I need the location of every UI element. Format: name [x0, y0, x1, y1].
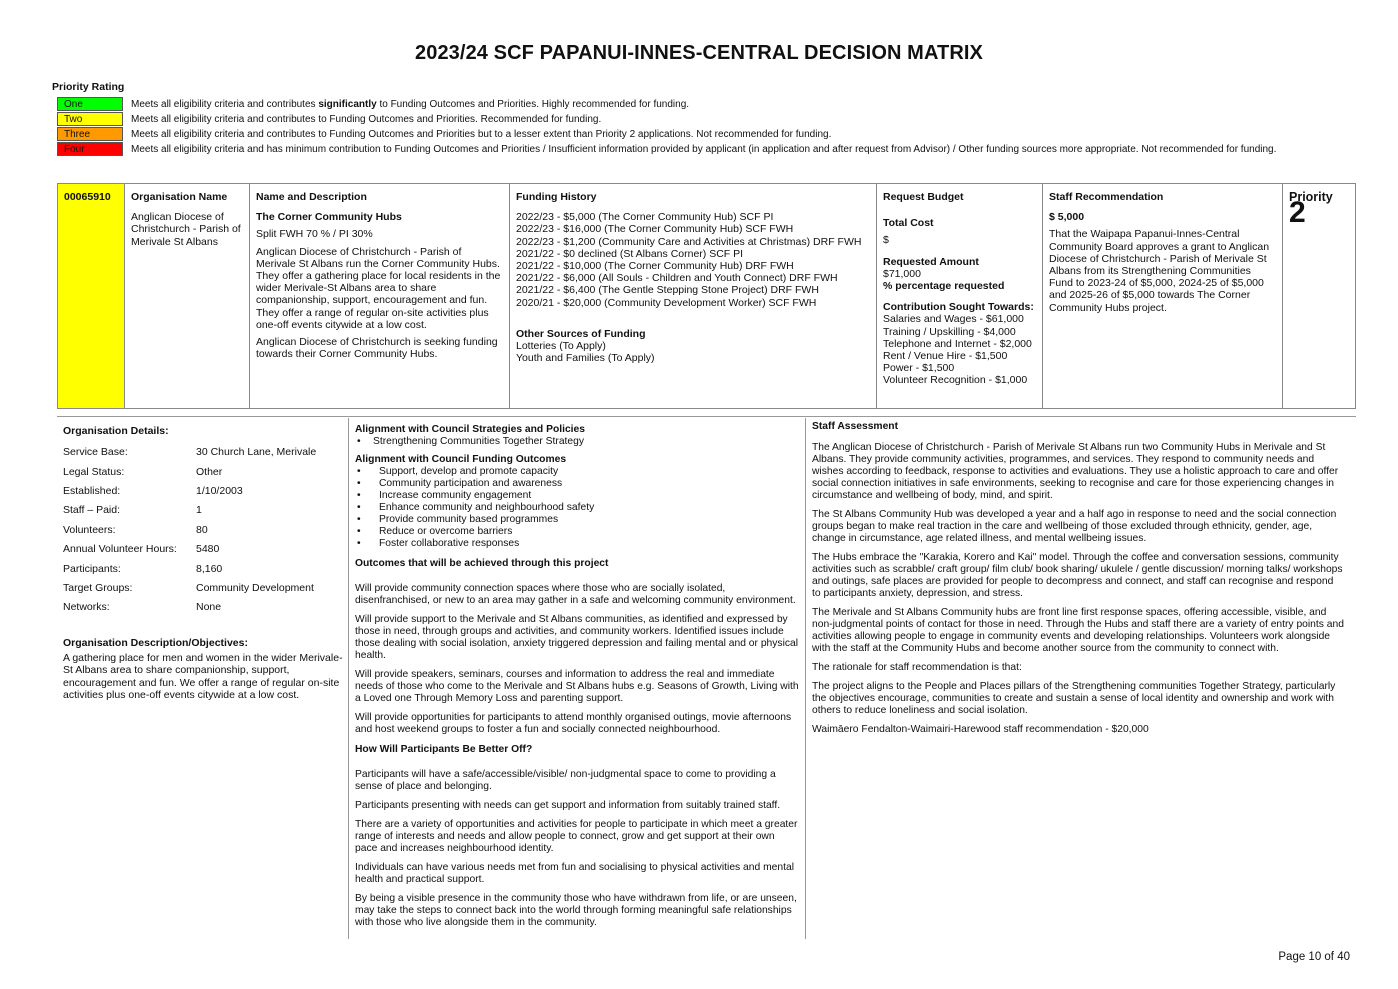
org-details-heading: Organisation Details: — [63, 425, 169, 437]
org-detail-value: 8,160 — [196, 562, 223, 575]
priority-rating-legend — [57, 97, 1317, 157]
funding-history-item: 2021/22 - $6,400 (The Gentle Stepping Stone Project) DRF FWH — [516, 284, 819, 297]
org-detail-label: Volunteers: — [63, 523, 116, 536]
priority-legend-row — [57, 97, 1317, 111]
contribution-label: Contribution Sought Towards: — [883, 301, 1034, 314]
outcomes-heading: Alignment with Council Funding Outcomes — [355, 454, 567, 465]
org-detail-value: 5480 — [196, 543, 220, 556]
name-description-cell — [250, 184, 510, 408]
org-detail-value: 1/10/2003 — [196, 485, 243, 498]
better-off-paragraph: There are a variety of opportunities and activities for people to participate in which meet a greater range of interests and needs and allow people to connect, grow and get support at their own pace and increases neighbourhood identity. — [355, 819, 798, 854]
funding-history-item: 2022/23 - $16,000 (The Corner Community Hub) SCF FWH — [516, 223, 794, 236]
funding-history-item: 2021/22 - $6,000 (All Souls - Children and Youth Connect) DRF FWH — [516, 272, 838, 285]
priority-description-one — [123, 97, 689, 111]
staff-rec-header: Staff Recommendation — [1049, 191, 1164, 203]
contribution-item: Salaries and Wages - $61,000 — [883, 313, 1024, 326]
org-description-heading: Organisation Description/Objectives: — [63, 636, 248, 649]
priority-text-part: Meets all eligibility criteria and contributes — [131, 99, 319, 110]
achieved-paragraph: Will provide opportunities for participants to attend monthly organised outings, movie afternoons and host weekend groups to foster a fun and socially connected neighbourhood. — [355, 712, 792, 735]
outcome-item: • Enhance community and neighbourhood safety — [379, 502, 799, 514]
assessment-paragraph: The Merivale and St Albans Community hubs are front line first response spaces, offering accessible, visible, and non-judgmental points of contact for those in need. Through the Hubs and staff there are a variety of entry points and activities allowing people to engage in community events and developing relationships. Volunteers work alongside with the staff at the Community Hubs and become another source from the community to connect with. — [812, 607, 1344, 654]
request-budget-cell — [877, 184, 1043, 408]
funding-split: Split FWH 70 % / PI 30% — [256, 228, 373, 241]
priority-text-part: to Funding Outcomes and Priorities. Highly recommended for funding. — [376, 99, 690, 110]
name-header: Name and Description — [256, 191, 367, 203]
priority-value: 2 — [1289, 196, 1306, 230]
application-id: 00065910 — [58, 184, 125, 408]
outcomes-list — [355, 466, 799, 550]
priority-swatch-three: Three — [57, 127, 123, 141]
funding-history-item: 2022/23 - $1,200 (Community Care and Activities at Christmas) DRF FWH — [516, 235, 862, 248]
org-detail-row — [63, 466, 343, 485]
better-off-list — [355, 769, 799, 929]
priority-text-bold: significantly — [318, 99, 377, 110]
priority-cell — [1283, 184, 1355, 408]
org-detail-row — [63, 601, 343, 620]
better-off-paragraph: Participants presenting with needs can get support and information from suitably trained staff. — [355, 800, 781, 811]
org-detail-row — [63, 524, 343, 543]
project-name: The Corner Community Hubs — [256, 211, 402, 224]
other-sources-list — [516, 340, 870, 364]
org-detail-label: Legal Status: — [63, 465, 125, 478]
achieved-paragraph: Will provide community connection spaces where those who are socially isolated, disenfranchised, or new to an area may gather in a safe and welcoming community environment. — [355, 583, 796, 606]
assessment-paragraph: Waimāero Fendalton-Waimairi-Harewood staff recommendation - $20,000 — [812, 724, 1149, 735]
priority-legend-row — [57, 142, 1317, 156]
better-off-paragraph: Individuals can have various needs met from fun and socialising to physical activities and mental health and practical support. — [355, 862, 794, 885]
staff-recommendation-cell — [1043, 184, 1283, 408]
outcome-item: • Support, develop and promote capacity — [379, 466, 799, 478]
funding-history-item: 2022/23 - $5,000 (The Corner Community Hub) SCF PI — [516, 211, 774, 224]
project-description: Anglican Diocese of Christchurch - Parish of Merivale St Albans run the Corner Community Hubs. They offer a gathering place for local residents in the wider Merivale-St Albans area to share companionship, support, encouragement and fun. They offer a range of regular on-site activities plus one-off events citywide at a low cost. — [256, 245, 501, 331]
org-details-list — [63, 446, 343, 621]
priority-swatch-four: Four — [57, 142, 123, 156]
project-description-2: Anglican Diocese of Christchurch is seeking funding towards their Corner Community Hubs. — [256, 336, 498, 361]
contribution-item: Telephone and Internet - $2,000 — [883, 337, 1032, 350]
org-detail-label: Service Base: — [63, 446, 128, 459]
org-detail-label: Target Groups: — [63, 582, 133, 595]
contribution-item: Power - $1,500 — [883, 362, 955, 375]
org-detail-row — [63, 563, 343, 582]
total-cost-label: Total Cost — [883, 217, 934, 230]
org-name: Anglican Diocese of Christchurch - Parish of Merivale St Albans — [131, 211, 241, 248]
priority-description-three: Meets all eligibility criteria and contributes to Funding Outcomes and Priorities but to a lesser extent than Priority 2 applications. Not recommended for funding. — [131, 129, 832, 140]
budget-header: Request Budget — [883, 191, 964, 203]
assessment-paragraph: The Anglican Diocese of Christchurch - Parish of Merivale St Albans run two Community Hubs in Merivale and St Albans. They provide community activities, programmes, and services. They respond to community needs and wishes according to feedback, response to activities and evaluations. They use a holistic approach to care and offer social connection initiatives in safe environments, seeking to recognise and care for those experiencing changes in circumstance and wellbeing of body, mind, and spirit. — [812, 442, 1339, 501]
priority-swatch-two: Two — [57, 112, 123, 126]
org-detail-label: Established: — [63, 485, 121, 498]
application-table — [57, 183, 1356, 409]
alignment-column — [348, 418, 806, 939]
staff-assessment-heading: Staff Assessment — [812, 421, 899, 432]
org-detail-value: None — [196, 601, 222, 614]
org-detail-row — [63, 504, 343, 523]
funding-history-list — [516, 211, 870, 309]
other-sources-header: Other Sources of Funding — [516, 327, 646, 340]
priority-swatch-one: One — [57, 97, 123, 111]
achieved-heading: Outcomes that will be achieved through this project — [355, 558, 609, 569]
staff-assessment-column — [812, 421, 1344, 743]
assessment-paragraph: The project aligns to the People and Places pillars of the Strengthening communities Together Strategy, particularly the objectives encourage, communities to create and sustain a sense of local identity and ownership and work with others to reduce loneliness and social isolation. — [812, 681, 1336, 716]
funding-history-cell — [510, 184, 877, 408]
org-detail-label: Annual Volunteer Hours: — [63, 543, 177, 556]
achieved-paragraph: Will provide support to the Merivale and St Albans communities, as identified and expressed by those in need, through groups and activities, and community workers. Identified issues include those dealing with social isolation, anxiety triggered depression and failing mental and or physical health. — [355, 614, 799, 661]
requested-amount-label: Requested Amount — [883, 255, 979, 268]
assessment-paragraph: The rationale for staff recommendation is that: — [812, 662, 1022, 673]
contribution-item: Training / Upskilling - $4,000 — [883, 325, 1016, 338]
contribution-item: Volunteer Recognition - $1,000 — [883, 374, 1028, 387]
outcome-item: • Increase community engagement — [379, 490, 799, 502]
percentage-label: % percentage requested — [883, 280, 1005, 293]
priority-rating-heading: Priority Rating — [52, 81, 125, 93]
strategy-item: • Strengthening Communities Together Strategy — [373, 436, 799, 448]
funding-header: Funding History — [516, 191, 597, 203]
strategies-heading: Alignment with Council Strategies and Policies — [355, 424, 586, 435]
requested-amount-value: $71,000 — [883, 267, 921, 280]
strategies-list — [355, 436, 799, 448]
priority-description-two: Meets all eligibility criteria and contributes to Funding Outcomes and Priorities. Recommended for funding. — [131, 114, 602, 125]
achieved-paragraph: Will provide speakers, seminars, courses and information to address the real and immediate needs of those who come to the Merivale and St Albans hubs e.g. Seasons of Growth, Living with a Loved one Through Memory Loss and parenting support. — [355, 669, 799, 704]
funding-history-item: 2021/22 - $10,000 (The Corner Community Hub) DRF FWH — [516, 260, 794, 273]
better-off-heading: How Will Participants Be Better Off? — [355, 744, 533, 755]
contribution-item: Rent / Venue Hire - $1,500 — [883, 350, 1008, 363]
assessment-paragraph: The St Albans Community Hub was developed a year and a half ago in response to need and the social connection groups began to make real traction in the care and wellbeing of those excluded through ethnicity, gender, age, change in circumstance, age related illness, and mental wellbeing issues. — [812, 509, 1337, 544]
org-detail-label: Staff – Paid: — [63, 504, 121, 517]
assessment-paragraph: The Hubs embrace the "Karakia, Korero and Kai" model. Through the coffee and conversation sessions, community activities such as scrabble/ craft group/ film club/ book sharing/ ukulele / gentle discussion/ morning talks/ workshops and outings, safe places are provided for people to decompress and connect, and staff can recognise and respond to participants anxiety, depression, and stress. — [812, 552, 1343, 599]
funding-history-item: 2021/22 - $0 declined (St Albans Corner) SCF PI — [516, 247, 744, 260]
org-header: Organisation Name — [131, 191, 228, 203]
staff-assessment-paragraphs — [812, 442, 1344, 736]
org-description: A gathering place for men and women in the wider Merivale-St Albans area to share companionship, support, encouragement and fun. We offer a range of regular on-site activities plus one-off events citywide at a low cost. — [63, 652, 343, 701]
section-divider — [57, 416, 1356, 417]
organisation-cell — [125, 184, 250, 408]
org-detail-value: 30 Church Lane, Merivale — [196, 446, 317, 459]
outcome-item: • Foster collaborative responses — [379, 538, 799, 550]
org-detail-value: Community Development — [196, 582, 314, 595]
better-off-paragraph: Participants will have a safe/accessible/visible/ non-judgmental space to come to providing a sense of place and belonging. — [355, 769, 776, 792]
org-detail-row — [63, 582, 343, 601]
priority-header: Priority — [1289, 190, 1333, 204]
priority-legend-row — [57, 127, 1317, 141]
funding-history-item: 2020/21 - $20,000 (Community Development Worker) SCF FWH — [516, 296, 817, 309]
better-off-paragraph: By being a visible presence in the community those who have withdrawn from life, or are unseen, may take the steps to connect back into the world through forming meaningful safe relationships with those who live alongside them in the community. — [355, 893, 797, 928]
staff-rec-text: That the Waipapa Papanui-Innes-Central Community Board approves a grant to Anglican Diocese of Christchurch - Parish of Merivale St Albans from its Strengthening Communities Fund to 2023-24 of $5,000, 2024-25 of $5,000 and 2025-26 of $5,000 towards The Corner Community Hubs project. — [1049, 228, 1270, 314]
org-detail-row — [63, 485, 343, 504]
org-detail-row — [63, 543, 343, 562]
priority-legend-row — [57, 112, 1317, 126]
outcome-item: • Community participation and awareness — [379, 478, 799, 490]
other-source-item: Lotteries (To Apply) — [516, 340, 606, 353]
org-detail-label: Participants: — [63, 562, 121, 575]
page-title: 2023/24 SCF PAPANUI-INNES-CENTRAL DECISION MATRIX — [415, 42, 983, 64]
org-detail-label: Networks: — [63, 601, 110, 614]
org-detail-value: 80 — [196, 523, 208, 536]
org-detail-value: Other — [196, 465, 223, 478]
other-source-item: Youth and Families (To Apply) — [516, 352, 655, 365]
organisation-details-column — [63, 424, 343, 701]
outcome-item: • Provide community based programmes — [379, 514, 799, 526]
total-cost-value: $ — [883, 234, 889, 247]
org-detail-value: 1 — [196, 504, 202, 517]
priority-description-four: Meets all eligibility criteria and has minimum contribution to Funding Outcomes and Priorities / Insufficient information provided by applicant (in application and after request from Advisor) / Other funding sources more appropriate. Not recommended for funding. — [131, 144, 1277, 155]
org-detail-row — [63, 446, 343, 465]
contribution-list — [883, 313, 1036, 386]
page-number: Page 10 of 40 — [1278, 951, 1350, 963]
staff-rec-amount: $ 5,000 — [1049, 211, 1085, 224]
outcome-item: • Reduce or overcome barriers — [379, 526, 799, 538]
achieved-list — [355, 583, 799, 736]
